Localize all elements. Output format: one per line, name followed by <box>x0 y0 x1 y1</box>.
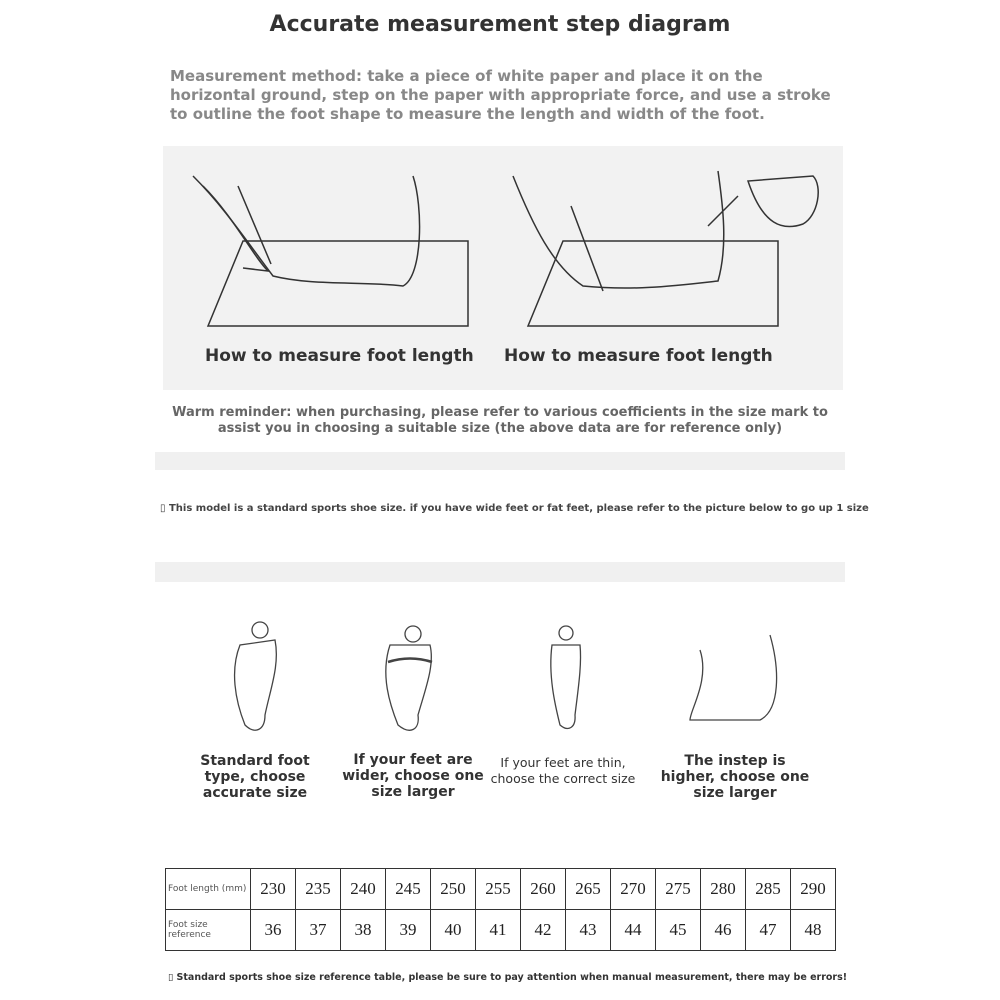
table-cell: 37 <box>296 910 341 951</box>
foot-measure-illustration <box>163 146 843 346</box>
table-cell: 42 <box>521 910 566 951</box>
table-cell: 275 <box>656 869 701 910</box>
table-cell: 43 <box>566 910 611 951</box>
divider-band <box>155 452 845 470</box>
measurement-method: Measurement method: take a piece of white paper and place it on the horizontal ground, step on the paper with appropriate force, and use a stroke to outline the foot shape to measure the length and width of the foot. <box>170 67 831 123</box>
row-label: Foot size reference <box>166 910 251 951</box>
table-cell: 255 <box>476 869 521 910</box>
foot-type-high-instep: The instep is higher, choose one size larger <box>660 753 810 801</box>
table-cell: 39 <box>386 910 431 951</box>
table-cell: 280 <box>701 869 746 910</box>
caption-left: How to measure foot length <box>205 346 474 366</box>
table-cell: 265 <box>566 869 611 910</box>
foot-type-standard: Standard foot type, choose accurate size <box>200 753 310 801</box>
caption-right: How to measure foot length <box>504 346 773 366</box>
table-cell: 36 <box>251 910 296 951</box>
size-table <box>165 868 836 951</box>
foot-type-wide: If your feet are wider, choose one size larger <box>342 752 484 800</box>
table-cell: 240 <box>341 869 386 910</box>
table-cell: 235 <box>296 869 341 910</box>
table-note: ▯ Standard sports shoe size reference table, please be sure to pay attention when manual measurement, there may be errors! <box>168 972 848 983</box>
table-cell: 230 <box>251 869 296 910</box>
table-cell: 260 <box>521 869 566 910</box>
table-row <box>166 910 836 951</box>
divider-band <box>155 562 845 582</box>
table-cell: 48 <box>791 910 836 951</box>
foot-type-illustrations <box>220 620 780 740</box>
table-cell: 46 <box>701 910 746 951</box>
warm-reminder: Warm reminder: when purchasing, please refer to various coefficients in the size mark to assist you in choosing a suitable size (the above data are for reference only) <box>172 405 828 436</box>
foot-type-thin: If your feet are thin, choose the correct size <box>490 755 636 786</box>
table-cell: 45 <box>656 910 701 951</box>
table-cell: 245 <box>386 869 431 910</box>
table-cell: 47 <box>746 910 791 951</box>
table-cell: 285 <box>746 869 791 910</box>
table-cell: 38 <box>341 910 386 951</box>
table-cell: 290 <box>791 869 836 910</box>
table-cell: 40 <box>431 910 476 951</box>
table-cell: 44 <box>611 910 656 951</box>
row-label: Foot length (mm) <box>166 869 251 910</box>
table-cell: 250 <box>431 869 476 910</box>
table-row <box>166 869 836 910</box>
table-cell: 41 <box>476 910 521 951</box>
table-cell: 270 <box>611 869 656 910</box>
wide-feet-note: ▯ This model is a standard sports shoe size. if you have wide feet or fat feet, please refer to the picture below to go up 1 size <box>160 503 869 514</box>
page-title: Accurate measurement step diagram <box>269 12 731 37</box>
